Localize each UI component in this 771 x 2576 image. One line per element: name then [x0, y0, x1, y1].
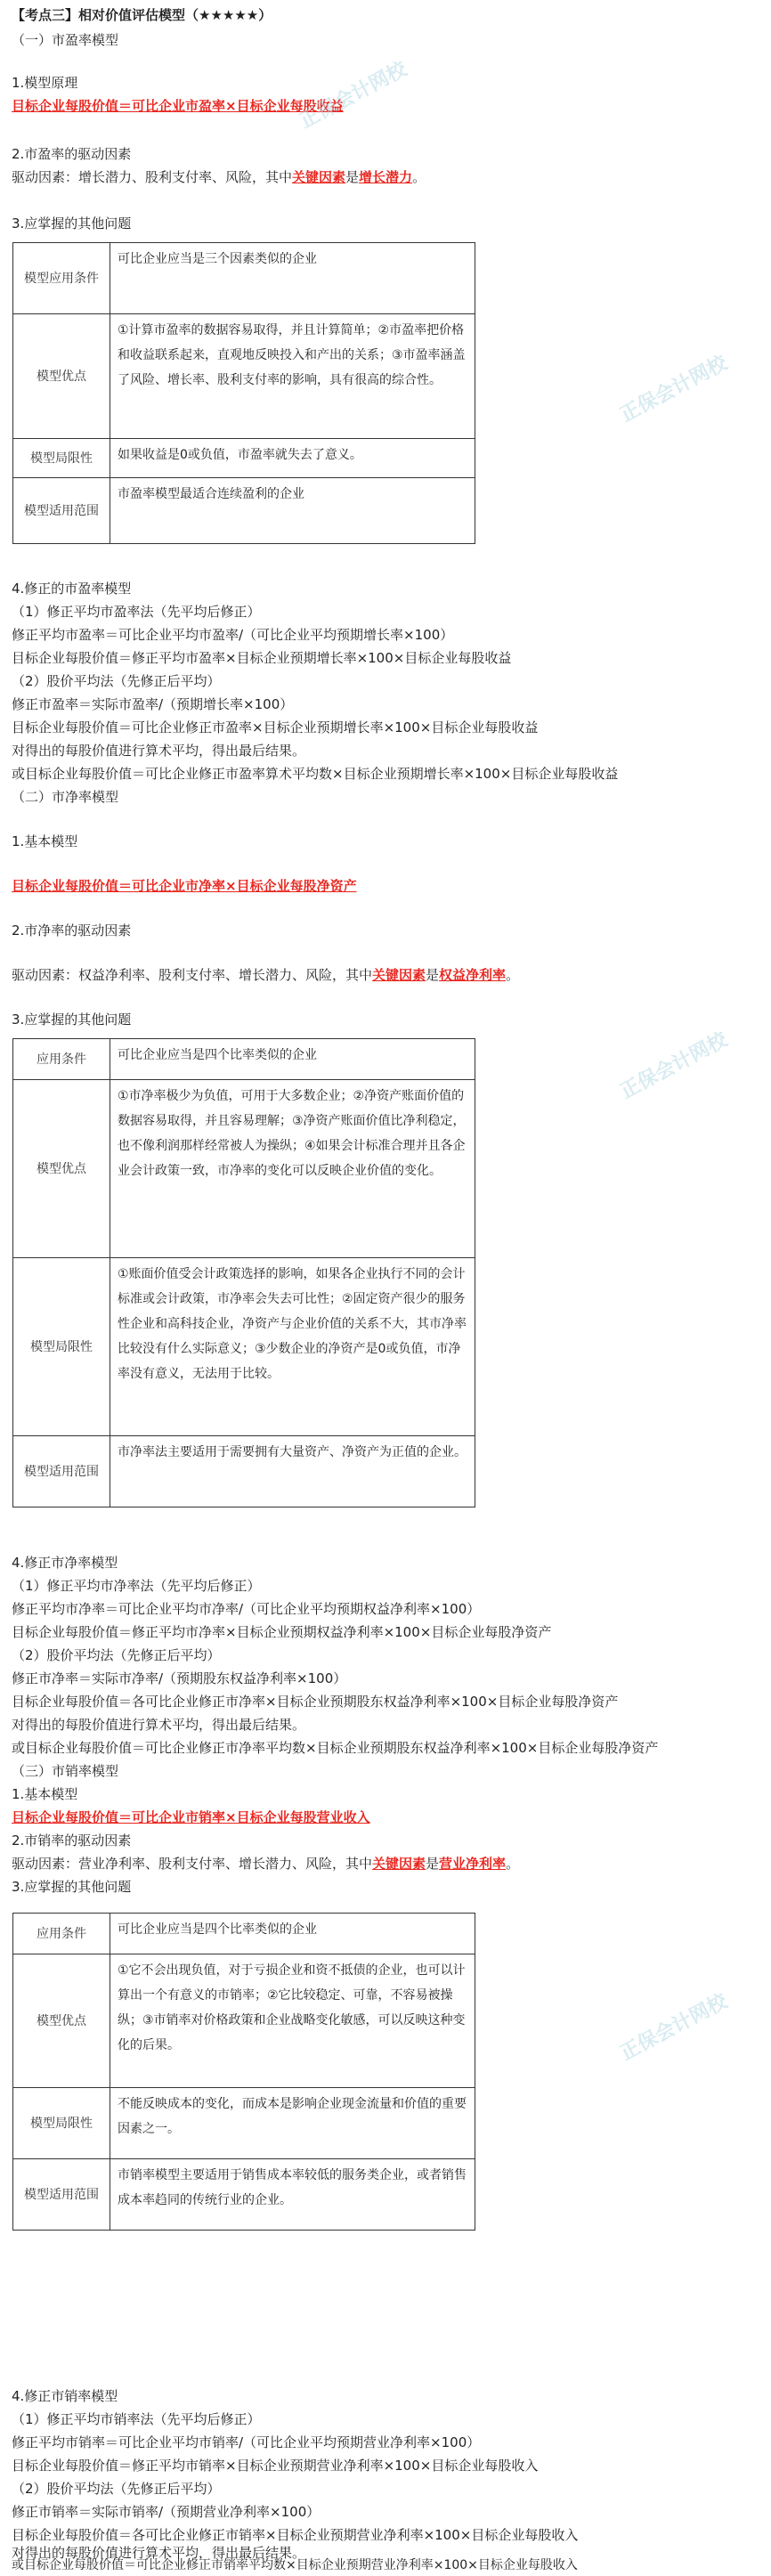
ps-method-1b: 目标企业每股价值＝修正平均市销率×目标企业预期营业净利率×100×目标企业每股收入 — [12, 2458, 539, 2474]
pe-item-3: 3.应掌握的其他问题 — [12, 215, 132, 232]
pe-method-1a: 修正平均市盈率＝可比企业平均市盈率/（可比企业平均预期增长率×100） — [12, 627, 454, 643]
table-value-cell: 市销率模型主要适用于销售成本率较低的服务类企业，或者销售成本率趋同的传统行业的企业。 — [110, 2159, 475, 2231]
table-header-cell: 模型局限性 — [13, 1258, 110, 1436]
pe-driver-value: 增长潜力 — [359, 169, 413, 185]
table-value-cell: 不能反映成本的变化，而成本是影响企业现金流量和价值的重要因素之一。 — [110, 2088, 475, 2159]
table-row — [13, 1914, 475, 1954]
ps-method-2c: 对得出的每股价值进行算术平均，得出最后结果。 — [12, 2545, 306, 2561]
section-heading-ps: （三）市销率模型 — [12, 1763, 119, 1779]
ps-method-1a: 修正平均市销率＝可比企业平均市销率/（可比企业平均预期营业净利率×100） — [12, 2434, 481, 2450]
table-row — [13, 1436, 475, 1507]
pb-driver-value: 权益净利率 — [439, 967, 507, 983]
table-value-cell: ①计算市盈率的数据容易取得，并且计算简单；②市盈率把价格和收益联系起来，直观地反映投入和产出的关系；③市盈率涵盖了风险、增长率、股利支付率的影响，具有很高的综合性。 — [110, 314, 475, 439]
pe-driver-key: 关键因素 — [292, 169, 346, 185]
table-header-cell: 模型局限性 — [13, 439, 110, 478]
pb-driver-mid: 是 — [426, 967, 440, 983]
table-header-cell: 模型应用条件 — [13, 243, 110, 314]
ps-item-1: 1.基本模型 — [12, 1786, 78, 1802]
pb-method-2b: 目标企业每股价值＝各可比企业修正市净率×目标企业预期股东权益净利率×100×目标企业每股净资产 — [12, 1694, 619, 1710]
pe-driver-line — [12, 167, 426, 187]
pe-method-2b: 目标企业每股价值＝可比企业修正市盈率×目标企业预期增长率×100×目标企业每股收益 — [12, 719, 539, 735]
pe-method-2: （2）股价平均法（先修正后平均） — [12, 673, 221, 689]
pe-table — [12, 242, 475, 544]
pe-item-4: 4.修正的市盈率模型 — [12, 581, 132, 597]
pb-driver-pre: 驱动因素：权益净利率、股利支付率、增长潜力、风险，其中 — [12, 967, 373, 983]
page-title: 【考点三】相对价值评估模型（★★★★★） — [12, 7, 272, 23]
pb-driver-key: 关键因素 — [372, 967, 426, 983]
table-row — [13, 1080, 475, 1258]
pb-method-2: （2）股价平均法（先修正后平均） — [12, 1647, 221, 1663]
pb-item-4: 4.修正市净率模型 — [12, 1555, 118, 1571]
table-value-cell: 如果收益是0或负值，市盈率就失去了意义。 — [110, 439, 475, 478]
ps-driver-key: 关键因素 — [372, 1856, 426, 1872]
pe-item-1: 1.模型原理 — [12, 75, 78, 91]
table-header-cell: 模型适用范围 — [13, 2159, 110, 2231]
ps-driver-line — [12, 1854, 519, 1873]
table-value-cell: 市净率法主要适用于需要拥有大量资产、净资产为正值的企业。 — [110, 1436, 475, 1507]
pb-item-3: 3.应掌握的其他问题 — [12, 1012, 132, 1028]
pb-item-2: 2.市净率的驱动因素 — [12, 922, 132, 939]
ps-method-1: （1）修正平均市销率法（先平均后修正） — [12, 2411, 261, 2427]
table-header-cell: 模型适用范围 — [13, 1436, 110, 1507]
ps-item-4: 4.修正市销率模型 — [12, 2388, 118, 2404]
ps-item-3: 3.应掌握的其他问题 — [12, 1879, 132, 1895]
ps-table — [12, 1913, 475, 2231]
table-row — [13, 243, 475, 314]
pe-method-1: （1）修正平均市盈率法（先平均后修正） — [12, 604, 261, 620]
pe-method-2c: 对得出的每股价值进行算术平均，得出最后结果。 — [12, 743, 306, 759]
table-row — [13, 1258, 475, 1436]
table-row — [13, 2088, 475, 2159]
table-value-cell: 可比企业应当是四个比率类似的企业 — [110, 1914, 475, 1954]
table-row — [13, 2159, 475, 2231]
ps-driver-mid: 是 — [426, 1856, 440, 1872]
watermark: 正保会计网校 — [616, 1028, 732, 1104]
pb-table — [12, 1038, 475, 1507]
watermark: 正保会计网校 — [616, 1990, 732, 2066]
table-header-cell: 模型局限性 — [13, 2088, 110, 2159]
pb-driver-line — [12, 965, 519, 985]
pe-driver-pre: 驱动因素：增长潜力、股利支付率、风险，其中 — [12, 169, 293, 185]
table-value-cell: 可比企业应当是三个因素类似的企业 — [110, 243, 475, 314]
section-heading-pb: （二）市净率模型 — [12, 789, 119, 805]
ps-driver-pre: 驱动因素：营业净利率、股利支付率、增长潜力、风险，其中 — [12, 1856, 373, 1872]
ps-formula: 目标企业每股价值＝可比企业市销率×目标企业每股营业收入 — [12, 1809, 370, 1825]
watermark: 正保会计网校 — [296, 58, 411, 134]
table-header-cell: 应用条件 — [13, 1914, 110, 1954]
table-value-cell: ①账面价值受会计政策选择的影响，如果各企业执行不同的会计标准或会计政策，市净率会失去可比性；②固定资产很少的服务性企业和高科技企业，净资产与企业价值的关系不大，其市净率比较没有什么实际意义；③少数企业的净资产是0或负值，市净率没有意义，无法用于比较。 — [110, 1258, 475, 1436]
ps-item-2: 2.市销率的驱动因素 — [12, 1832, 132, 1849]
table-row — [13, 439, 475, 478]
pb-method-2c: 对得出的每股价值进行算术平均，得出最后结果。 — [12, 1717, 306, 1733]
pb-method-1: （1）修正平均市净率法（先平均后修正） — [12, 1578, 261, 1594]
table-row — [13, 1039, 475, 1080]
pe-item-2: 2.市盈率的驱动因素 — [12, 146, 132, 162]
table-header-cell: 应用条件 — [13, 1039, 110, 1080]
ps-driver-end: 。 — [506, 1856, 520, 1872]
pe-driver-mid: 是 — [345, 169, 360, 185]
ps-method-2b: 目标企业每股价值＝各可比企业修正市销率×目标企业预期营业净利率×100×目标企业每股收入 — [12, 2527, 579, 2543]
pb-method-1b: 目标企业每股价值＝修正平均市净率×目标企业预期权益净利率×100×目标企业每股净资产 — [12, 1624, 552, 1640]
table-value-cell: ①市净率极少为负值，可用于大多数企业；②净资产账面价值的数据容易取得，并且容易理解；③净资产账面价值比净利稳定，也不像利润那样经常被人为操纵；④如果会计标准合理并且各企业会计政策一致，市净率的变化可以反映企业价值的变化。 — [110, 1080, 475, 1258]
pb-driver-end: 。 — [506, 967, 520, 983]
watermark: 正保会计网校 — [616, 352, 732, 427]
ps-method-2: （2）股价平均法（先修正后平均） — [12, 2481, 221, 2497]
pb-method-2d: 或目标企业每股价值＝可比企业修正市净率平均数×目标企业预期股东权益净利率×100×目标企业每股净资产 — [12, 1740, 659, 1756]
ps-method-2d: 或目标企业每股价值＝可比企业修正市销率平均数×目标企业预期营业净利率×100×目标企业每股收入 — [12, 2558, 578, 2572]
pe-method-2d: 或目标企业每股价值＝可比企业修正市盈率算术平均数×目标企业预期增长率×100×目标企业每股收益 — [12, 766, 619, 782]
table-row — [13, 478, 475, 544]
table-header-cell: 模型优点 — [13, 314, 110, 439]
pe-formula: 目标企业每股价值＝可比企业市盈率×目标企业每股收益 — [12, 98, 344, 114]
section-heading-pe: （一）市盈率模型 — [12, 32, 119, 48]
pe-method-1b: 目标企业每股价值＝修正平均市盈率×目标企业预期增长率×100×目标企业每股收益 — [12, 650, 512, 666]
table-value-cell: 可比企业应当是四个比率类似的企业 — [110, 1039, 475, 1080]
table-header-cell: 模型适用范围 — [13, 478, 110, 544]
ps-driver-value: 营业净利率 — [439, 1856, 507, 1872]
pb-method-1a: 修正平均市净率＝可比企业平均市净率/（可比企业平均预期权益净利率×100） — [12, 1601, 481, 1617]
table-row — [13, 314, 475, 439]
table-header-cell: 模型优点 — [13, 1080, 110, 1258]
ps-method-2a: 修正市销率＝实际市销率/（预期营业净利率×100） — [12, 2504, 321, 2520]
table-value-cell: 市盈率模型最适合连续盈利的企业 — [110, 478, 475, 544]
pe-method-2a: 修正市盈率＝实际市盈率/（预期增长率×100） — [12, 696, 294, 712]
table-value-cell: ①它不会出现负值，对于亏损企业和资不抵债的企业，也可以计算出一个有意义的市销率；②它比较稳定、可靠，不容易被操纵；③市销率对价格政策和企业战略变化敏感，可以反映这种变化的后果。 — [110, 1954, 475, 2088]
pb-item-1: 1.基本模型 — [12, 833, 78, 849]
table-header-cell: 模型优点 — [13, 1954, 110, 2088]
pb-formula: 目标企业每股价值＝可比企业市净率×目标企业每股净资产 — [12, 878, 357, 894]
table-row — [13, 1954, 475, 2088]
pb-method-2a: 修正市净率＝实际市净率/（预期股东权益净利率×100） — [12, 1670, 347, 1686]
pe-driver-end: 。 — [412, 169, 426, 185]
